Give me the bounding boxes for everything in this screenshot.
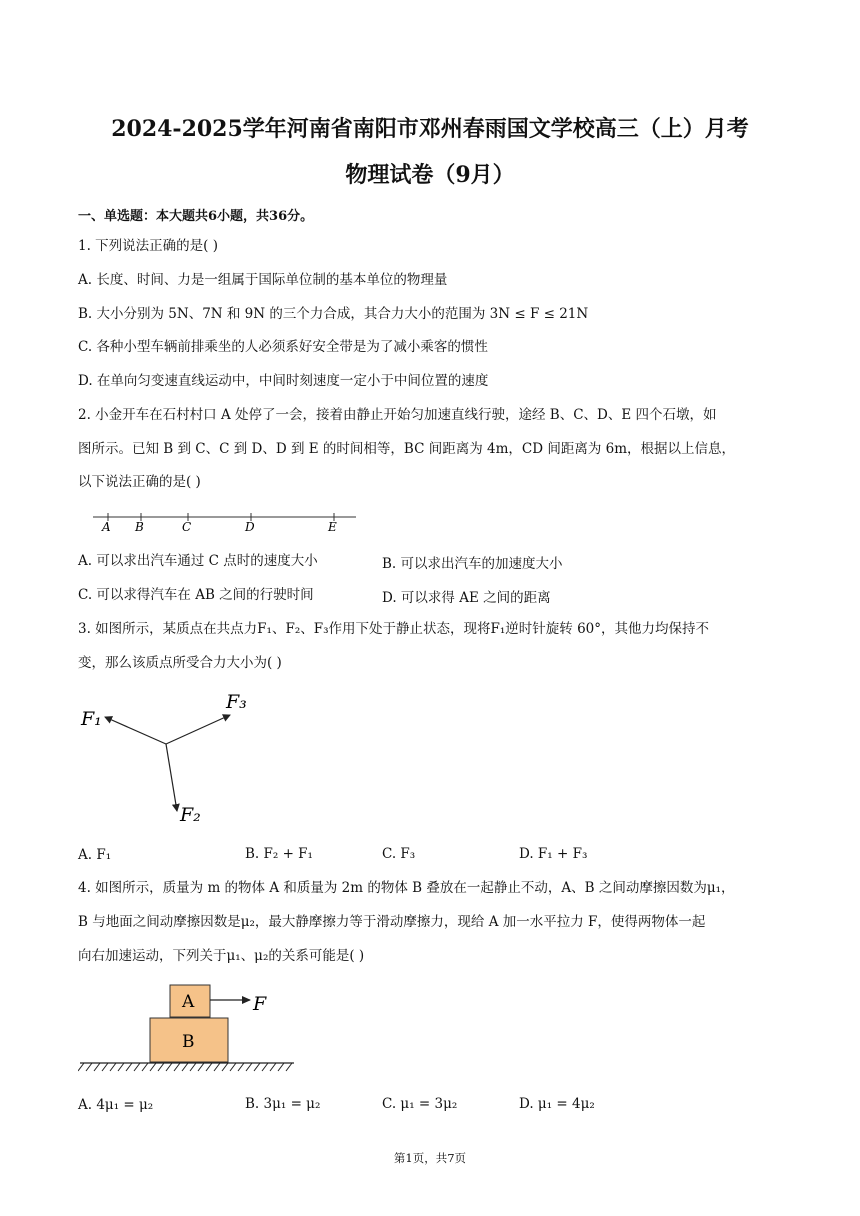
q2-label-a: A	[102, 520, 111, 534]
ground-hatch	[78, 1063, 84, 1071]
ground-hatch	[190, 1063, 196, 1071]
q2-option-b: B. 可以求出汽车的加速度大小	[382, 556, 563, 572]
ground-hatch	[198, 1063, 204, 1071]
q2-stem-line3: 以下说法正确的是( )	[78, 474, 201, 490]
ground-hatch	[110, 1063, 116, 1071]
ground-hatch	[174, 1063, 180, 1071]
q3-option-c: C. F₃	[382, 846, 416, 862]
q4-stem-line3: 向右加速运动，下列关于μ₁、μ₂的关系可能是( )	[78, 948, 365, 964]
q4-option-c: C. μ₁ = 3μ₂	[382, 1096, 458, 1112]
ground-hatch	[134, 1063, 140, 1071]
ground-hatch	[86, 1063, 92, 1071]
ground-hatch	[126, 1063, 132, 1071]
q1-option-c: C. 各种小型车辆前排乘坐的人必须系好安全带是为了减小乘客的惯性	[78, 339, 488, 355]
q2-label-c: C	[182, 520, 192, 534]
q2-stem-line1: 2. 小金开车在石村村口 A 处停了一会，接着由静止开始匀加速直线行驶，途经 B、C、D、E 四个石墩，如	[78, 407, 717, 423]
q3-option-d: D. F₁ + F₃	[519, 846, 588, 862]
ground-hatch	[230, 1063, 236, 1071]
ground-hatch	[214, 1063, 220, 1071]
q2-road-diagram	[90, 510, 360, 534]
q4-option-a: A. 4μ₁ = μ₂	[78, 1097, 154, 1113]
force-f-label: F	[253, 993, 267, 1015]
ground-hatch	[270, 1063, 276, 1071]
section-heading: 一、单选题：本大题共6小题，共36分。	[78, 209, 314, 224]
ground-hatch	[238, 1063, 244, 1071]
ground-hatch	[278, 1063, 284, 1071]
ground-hatch	[222, 1063, 228, 1071]
ground-hatch	[118, 1063, 124, 1071]
q3-f1-label: F₁	[81, 708, 102, 730]
q2-label-b: B	[135, 520, 144, 534]
ground-hatch	[246, 1063, 252, 1071]
ground-hatch	[286, 1063, 292, 1071]
q4-stem-line1: 4. 如图所示，质量为 m 的物体 A 和质量为 2m 的物体 B 叠放在一起静止不动，A、B 之间动摩擦因数为μ₁，	[78, 880, 735, 896]
ground-hatch	[254, 1063, 260, 1071]
q2-stem-line2: 图所示。已知 B 到 C、C 到 D、D 到 E 的时间相等，BC 间距离为 4m，CD 间距离为 6m，根据以上信息，	[78, 441, 736, 457]
q4-option-b: B. 3μ₁ = μ₂	[245, 1096, 321, 1112]
q1-option-a: A. 长度、时间、力是一组属于国际单位制的基本单位的物理量	[78, 272, 448, 288]
q1-stem: 1. 下列说法正确的是( )	[78, 238, 218, 254]
q1-option-b: B. 大小分别为 5N、7N 和 9N 的三个力合成，其合力大小的范围为 3N ≤ F ≤ 21N	[78, 306, 589, 322]
ground-hatch	[182, 1063, 188, 1071]
q3-stem-line2: 变，那么该质点所受合力大小为( )	[78, 655, 282, 671]
q2-label-d: D	[245, 520, 255, 534]
q4-stem-line2: B 与地面之间动摩擦因数是μ₂，最大静摩擦力等于滑动摩擦力，现给 A 加一水平拉力 F，使得两物体一起	[78, 914, 706, 930]
block-a-label: A	[182, 992, 195, 1012]
block-b-label: B	[182, 1032, 195, 1052]
ground-hatch	[142, 1063, 148, 1071]
ground-hatch	[262, 1063, 268, 1071]
q3-stem-line1: 3. 如图所示，某质点在共点力F₁、F₂、F₃作用下处于静止状态，现将F₁逆时针旋转 60°，其他力均保持不	[78, 621, 710, 637]
q4-option-d: D. μ₁ = 4μ₂	[519, 1096, 595, 1112]
ground-hatch	[94, 1063, 100, 1071]
exam-title-line1: 2024-2025学年河南省南阳市邓州春雨国文学校高三（上）月考	[111, 116, 749, 142]
q3-f3-label: F₃	[226, 691, 247, 713]
ground-hatch	[150, 1063, 156, 1071]
q3-f2-label: F₂	[180, 804, 201, 826]
ground-hatch	[102, 1063, 108, 1071]
q2-option-c: C. 可以求得汽车在 AB 之间的行驶时间	[78, 587, 314, 603]
q4-blocks-diagram	[78, 980, 308, 1075]
q3-option-a: A. F₁	[78, 847, 112, 863]
q3-option-b: B. F₂ + F₁	[245, 846, 313, 862]
ground-hatch	[166, 1063, 172, 1071]
q2-label-e: E	[328, 520, 337, 534]
q1-option-d: D. 在单向匀变速直线运动中，中间时刻速度一定小于中间位置的速度	[78, 373, 489, 389]
ground-hatch	[158, 1063, 164, 1071]
q2-option-d: D. 可以求得 AE 之间的距离	[382, 590, 551, 606]
page-footer: 第1页，共7页	[393, 1151, 467, 1165]
q2-option-a: A. 可以求出汽车通过 C 点时的速度大小	[78, 553, 318, 569]
exam-title-line2: 物理试卷（9月）	[345, 162, 515, 188]
q3-force-diagram	[78, 685, 278, 835]
ground-hatch	[206, 1063, 212, 1071]
